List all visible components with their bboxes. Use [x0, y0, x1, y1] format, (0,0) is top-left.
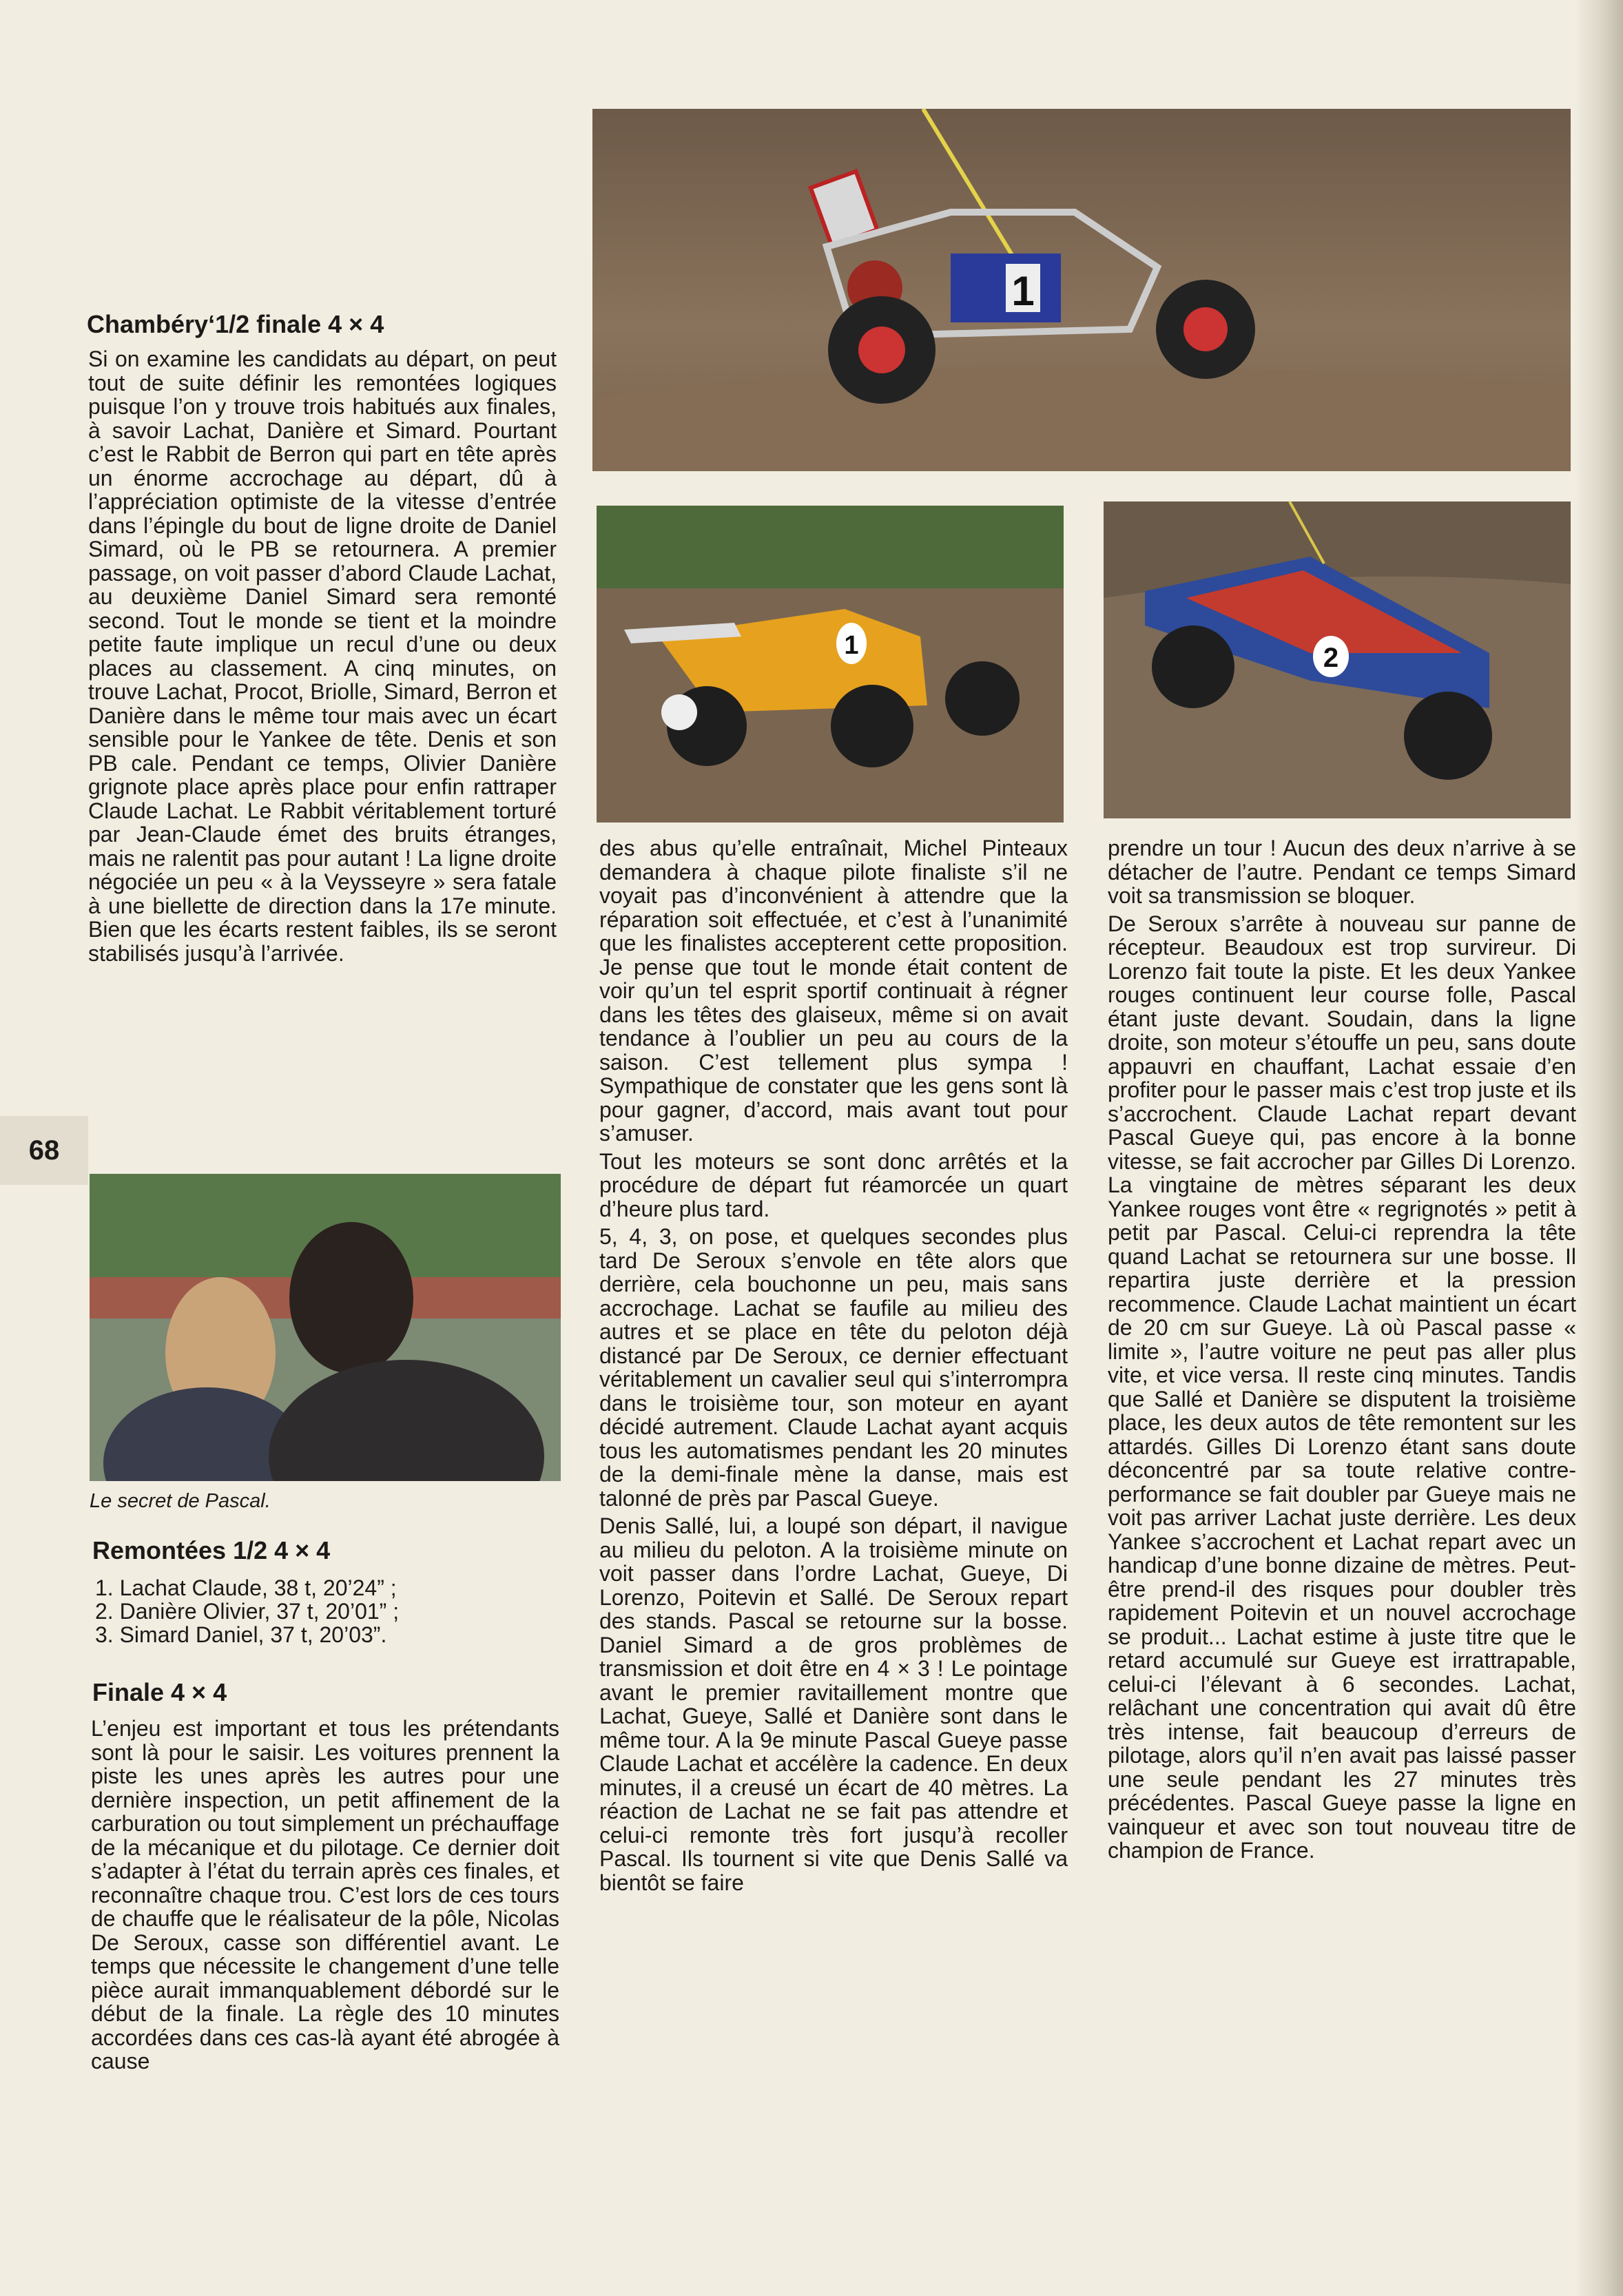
finale-col2-paragraph: Tout les moteurs se sont donc arrêtés et la procédure de départ fut réamorcée un quart d’heure plus tard. — [599, 1148, 1068, 1221]
finale-col3-paragraph: De Seroux s’arrête à nouveau sur panne de récepteur. Beaudoux est trop survireur. Di Lorenzo fait toute la piste. Et les deux Yankee rouges continuent leur course folle, Pascal étant juste devant. Soudain, dans la ligne droite, son moteur s’étouffe un peu, sans doute appauvri en chauffant, Lachat essaie d’en profiter pour le passer mais c’est trop juste et ils s’accrochent. Claude Lachat repart devant Pascal Gueye qui, pas encore à la bonne vitesse, se fait accrocher par Gilles Di Lorenzo. La vingtaine de mètres séparant les deux Yankee rouges vont être « regrignotés » petit à petit par Pascal. Celui-ci reprendra la tête quand Lachat se retournera sur une bosse. Il repartira juste derrière et la pression recommence. Claude Lachat maintient un écart de 20 cm sur Gueye. Là où Pascal passe « limite », l’autre voiture ne peut pas aller plus vite, et vice versa. Il reste cinq minutes. Tandis que Sallé et Danière se disputent la troisième place, les deux autos de tête remontent sur les attardés. Gilles Di Lorenzo étant sans doute déconcentré par sa toute relative contre-performance se fait doubler par Gueye mais ne voit pas arriver Lachat juste derrière. Les deux Yankee s’accrochent et Lachat repart avec un handicap d’une bonne dizaine de mètres. Peut-être prend-il des risques pour doubler très rapidement Poitevin et un nouvel accrochage se produit... Lachat estime à juste titre que le retard accumulé sur Gueye est irrattrapable, celui-ci l’élevant à 6 secondes. Lachat, relâchant une concentration qui avait dû être très intense, fait beaucoup d’erreurs de pilotage, alors qu’il n’en avait pas laissé passer une seule pendant les 27 minutes très précédentes. Pascal Gueye passe la ligne en vainqueur et avec son tout nouveau titre de champion de France. — [1108, 911, 1576, 1863]
finale-col2-paragraph: Denis Sallé, lui, a loupé son départ, il navigue au milieu du peloton. A la troisième minute on voit passer dans l’ordre Lachat, Gueye, Di Lorenzo, Poitevin et Sallé. De Seroux repart des stands. Pascal se retourne sur la bosse. Daniel Simard a de gros problèmes de transmission et doit être en 4 × 3 ! Le pointage avant le premier ravitaillement montre que Lachat, Gueye, Sallé et Danière sont dans le même tour. A la 9e minute Pascal Gueye passe Claude Lachat et accélère la cadence. En deux minutes, il a creusé un écart de 40 mètres. La réaction de Lachat ne se fait pas attendre et celui-ci remonte très fort jusqu’à recoller Pascal. Ils tournent si vite que Denis Sallé va bientôt se faire — [599, 1513, 1068, 1895]
finale-col1-paragraph: L’enjeu est important et tous les prétendants sont là pour le saisir. Les voitures prennent la piste les unes après les autres pour une dernière inspection, un petit affinement de la carburation ou tout simplement un préchauffage de la mécanique et du pilotage. Ce dernier doit s’adapter à l’état du terrain après ces finales, et reconnaître chaque trou. C’est lors de ces tours de chauffe que le réalisateur de la pôle, Nicolas De Seroux, casse son différentiel avant. Le temps que nécessite le changement d’une telle pièce aurait immanquablement débordé sur le début de la finale. La règle des 10 minutes accordées dans ces cas-là ayant été abrogée à cause — [91, 1716, 559, 2073]
photo-yellow-buggy — [597, 506, 1064, 823]
result-item: 3. Simard Daniel, 37 t, 20’03”. — [95, 1622, 387, 1647]
chambery-paragraph: Si on examine les candidats au départ, on peut tout de suite définir les remontées logiques puisque l’on y trouve trois habitués aux finales, à savoir Lachat, Danière et Simard. Pourtant c’est le Rabbit de Berron qui part en tête après un énorme accrochage au départ, dû à l’appréciation optimiste de la vitesse d’entrée dans l’épingle du bout de ligne droite de Daniel Simard, où le PB se retournera. A premier passage, on voit passer d’abord Claude Lachat, au deuxième Daniel Simard sera remonté second. Tout le monde se tient et la moindre petite faute implique un recul d’une ou deux places au classement. A cinq minutes, on trouve Lachat, Procot, Briolle, Simard, Berron et Danière dans le même tour mais avec un écart sensible pour le Yankee de tête. Denis et son PB cale. Pendant ce temps, Olivier Danière grignote place après place pour enfin rattraper Claude Lachat. Le Rabbit véritablement torturé par Jean-Claude émet des bruits étranges, mais ne ralentit pas pour autant ! La ligne droite négociée un peu « à la Veysseyre » sera fatale à une biellette de direction dans la 17e minute. Bien que les écarts restent faibles, ils se seront stabilisés jusqu’à l’arrivée. — [88, 347, 557, 966]
heading-finale: Finale 4 × 4 — [92, 1678, 227, 1706]
remontees-results — [95, 1576, 550, 1646]
page-spine — [1575, 0, 1623, 2296]
finale-col2 — [599, 836, 1068, 1899]
left-car-number: 1 — [844, 631, 859, 660]
right-car-number: 2 — [1323, 643, 1339, 673]
finale-col1 — [91, 1717, 559, 2078]
top-car-number: 1 — [1011, 268, 1035, 314]
page-number: 68 — [0, 1116, 88, 1185]
finale-col3-paragraph: prendre un tour ! Aucun des deux n’arrive à se détacher de l’autre. Pendant ce temps Simard voit sa transmission se bloquer. — [1108, 836, 1576, 908]
photo-blue-buggy — [1104, 501, 1571, 818]
heading-remontees: Remontées 1/2 4 × 4 — [92, 1536, 331, 1564]
heading-chambery: Chambéry‘1/2 finale 4 × 4 — [87, 310, 384, 338]
finale-col2-paragraph: des abus qu’elle entraînait, Michel Pinteaux demandera à chaque pilote finaliste s’il ne voyait pas d’inconvénient à attendre que la réparation soit effectuée, et c’est à l’unanimité que les finalistes accepterent cette proposition. Je pense que tout le monde était content de voir qu’un tel esprit sportif continuait à régner dans les têtes des glaiseux, même si on avait tendance à l’oublier un peu au cours de la saison. C’est tellement plus sympa ! Sympathique de constater que les gens sont là pour gagner, d’accord, mais avant tout pour s’amuser. — [599, 836, 1068, 1146]
photo-caption: Le secret de Pascal. — [90, 1490, 271, 1512]
result-item: 1. Lachat Claude, 38 t, 20’24” ; — [95, 1575, 397, 1600]
finale-col3 — [1108, 836, 1576, 1867]
photo-buggy-top — [592, 109, 1571, 471]
photo-kiss — [90, 1174, 561, 1481]
finale-col2-paragraph: 5, 4, 3, on pose, et quelques secondes plus tard De Seroux s’envole en tête alors que derrière, cela bouchonne un peu, mais sans accrochage. Lachat se faufile au milieu des autres et se place en tête du peloton déjà distancé par De Seroux, ce dernier effectuant véritablement un cavalier seul qui s’interrompra dans le troisième tour, son moteur en ayant décidé autrement. Claude Lachat ayant acquis tous les automatismes pendant les 20 minutes de la demi-finale mène la danse, mais est talonné de près par Pascal Gueye. — [599, 1224, 1068, 1511]
result-item: 2. Danière Olivier, 37 t, 20’01” ; — [95, 1599, 400, 1624]
chambery-body — [88, 347, 557, 969]
